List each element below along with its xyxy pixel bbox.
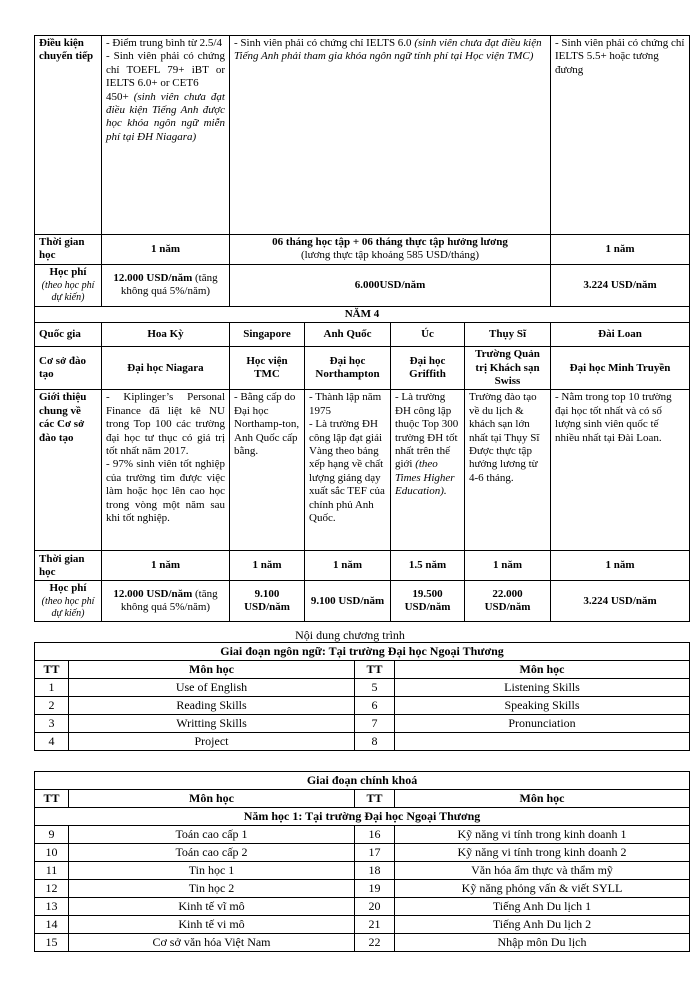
- transfer-condition-tmc-note: (sinh viên chưa đạt điều kiện Tiếng Anh phải tham gia khóa ngôn ngữ tính phí tại Học viện TMC): [234, 37, 542, 63]
- col-tt: TT: [35, 661, 69, 679]
- duration-cell: 1 năm: [230, 551, 305, 581]
- fee-note: (theo học phí dự kiến): [41, 595, 95, 620]
- subject-cell: Tiếng Anh Du lịch 1: [395, 898, 690, 916]
- table-row: [35, 697, 690, 715]
- tt-cell: 2: [35, 697, 69, 715]
- fee-note-top: (theo học phí dự kiến): [41, 279, 95, 304]
- country-cell: Hoa Kỳ: [102, 323, 230, 347]
- tt-cell: 15: [35, 934, 69, 952]
- tt-cell: 16: [355, 826, 395, 844]
- tt-cell: 7: [355, 715, 395, 733]
- fee-cell: 9.100 USD/năm: [230, 581, 305, 622]
- tt-cell: 13: [35, 898, 69, 916]
- duration-cell: 1 năm: [102, 551, 230, 581]
- country-cell: Thụy Sĩ: [465, 323, 551, 347]
- duration-niagara-top: 1 năm: [102, 235, 230, 265]
- subject-cell: Toán cao cấp 2: [69, 844, 355, 862]
- tt-cell: 22: [355, 934, 395, 952]
- table-row: [35, 862, 690, 880]
- subject-cell: Tin học 2: [69, 880, 355, 898]
- intro-tmc: - Bằng cấp do Đại học Northamp-ton, Anh Quốc cấp bằng.: [230, 390, 305, 551]
- subject-cell: [395, 733, 690, 751]
- duration-label: Thời gian học: [35, 551, 102, 581]
- fee-label: Học phí: [49, 582, 87, 595]
- subject-cell: Kinh tế vi mô: [69, 916, 355, 934]
- tt-cell: 19: [355, 880, 395, 898]
- subject-cell: Văn hóa ẩm thực và thẩm mỹ: [395, 862, 690, 880]
- institution-cell: Trường Quản trị Khách sạn Swiss: [465, 347, 551, 390]
- country-cell: Singapore: [230, 323, 305, 347]
- table-row: [35, 844, 690, 862]
- tt-cell: 21: [355, 916, 395, 934]
- fee-mid-top: 6.000USD/năm: [230, 264, 551, 306]
- institution-cell: Đại học Minh Truyền: [551, 347, 690, 390]
- main-stage-title: Giai đoạn chính khoá: [35, 772, 690, 790]
- fee-niagara-top: 12.000 USD/năm: [113, 271, 193, 284]
- transfer-condition-niagara: - Điểm trung bình từ 2.5/4 - Sinh viên phải có chứng chỉ TOEFL 79+ iBT or IELTS 6.0+ or CET6 450+: [106, 37, 225, 103]
- intro-taiwan: - Nằm trong top 10 trường đại học tốt nhất và có số lượng sinh viên quốc tế nhiều nhất tại Đài Loan.: [551, 390, 690, 551]
- fee-row-top: [35, 264, 690, 306]
- intro-label: Giới thiệu chung về các Cơ sở đào tạo: [35, 390, 102, 551]
- subject-cell: Writting Skills: [69, 715, 355, 733]
- subject-cell: Speaking Skills: [395, 697, 690, 715]
- duration-taiwan-top: 1 năm: [551, 235, 690, 265]
- intro-griffith-source: (theo Times Higher Education).: [395, 458, 455, 498]
- year4-title-row: [35, 306, 690, 322]
- program-heading: Nội dung chương trình: [295, 628, 405, 642]
- fee-niagara-note: (tăng không quá 5%/năm): [120, 587, 218, 614]
- duration-label-top: Thời gian học: [35, 235, 102, 265]
- subject-cell: Toán cao cấp 1: [69, 826, 355, 844]
- tt-cell: 6: [355, 697, 395, 715]
- institution-cell: Đại học Griffith: [391, 347, 465, 390]
- tt-cell: 8: [355, 733, 395, 751]
- col-tt: TT: [355, 790, 395, 808]
- institution-cell: Học viện TMC: [230, 347, 305, 390]
- fee-cell: 22.000 USD/năm: [465, 581, 551, 622]
- intro-niagara: - Kiplinger’s Personal Finance đã liệt kê NU trong Top 100 các trường đại học tư thục có giá trị tốt nhất năm 2017. - 97% sinh viên tốt nghiệp của trường tìm được việc làm hoặc học lên cao học trong vòng một năm sau khi tốt nghiệp.: [102, 390, 230, 551]
- subject-cell: Kinh tế vĩ mô: [69, 898, 355, 916]
- subject-cell: Listening Skills: [395, 679, 690, 697]
- intro-swiss: Trường đào tạo về du lịch & khách sạn lớn nhất tại Thụy Sĩ Được thực tập hưởng lương từ 4-6 tháng.: [465, 390, 551, 551]
- table-row: [35, 934, 690, 952]
- tt-cell: 1: [35, 679, 69, 697]
- tt-cell: 14: [35, 916, 69, 934]
- table-row: [35, 733, 690, 751]
- main-stage-table: [34, 771, 690, 952]
- transfer-condition-taiwan: - Sinh viên phải có chứng chỉ IELTS 5.5+ hoặc tương đương: [551, 36, 690, 235]
- subject-cell: Nhập môn Du lịch: [395, 934, 690, 952]
- duration-cell: 1 năm: [551, 551, 690, 581]
- subject-cell: Tin học 1: [69, 862, 355, 880]
- subject-cell: Kỹ năng vi tính trong kinh doanh 2: [395, 844, 690, 862]
- subject-cell: Pronunciation: [395, 715, 690, 733]
- country-cell: Úc: [391, 323, 465, 347]
- fee-cell: 19.500 USD/năm: [391, 581, 465, 622]
- tt-cell: 10: [35, 844, 69, 862]
- fee-row: [35, 581, 690, 622]
- subject-cell: Cơ sở văn hóa Việt Nam: [69, 934, 355, 952]
- fee-cell: 9.100 USD/năm: [305, 581, 391, 622]
- col-subject: Môn học: [69, 661, 355, 679]
- fee-label-top: Học phí: [49, 266, 87, 279]
- table-row: [35, 679, 690, 697]
- transfer-condition-niagara-note: (sinh viên chưa đạt điều kiện Tiếng Anh được học khóa ngôn ngữ miễn phí tại ĐH Niagara): [106, 90, 225, 143]
- table-row: [35, 715, 690, 733]
- tt-cell: 5: [355, 679, 395, 697]
- tt-cell: 4: [35, 733, 69, 751]
- col-tt: TT: [35, 790, 69, 808]
- language-stage-table: [34, 642, 690, 751]
- language-stage-title: Giai đoạn ngôn ngữ: Tại trường Đại học Ngoại Thương: [35, 643, 690, 661]
- duration-row-top: [35, 235, 690, 265]
- country-row: [35, 323, 690, 347]
- fee-niagara: 12.000 USD/năm: [113, 587, 193, 600]
- col-subject: Môn học: [395, 661, 690, 679]
- intro-northampton: - Thành lập năm 1975 - Là trường ĐH công lập đạt giải Vàng theo bảng xếp hạng về chất lượng giảng dạy xuất sắc TEF của chính phủ Anh Quốc.: [305, 390, 391, 551]
- institution-cell: Đại học Northampton: [305, 347, 391, 390]
- table-row: [35, 880, 690, 898]
- col-subject: Môn học: [395, 790, 690, 808]
- subject-cell: Kỹ năng phỏng vấn & viết SYLL: [395, 880, 690, 898]
- fee-niagara-top-note: (tăng không quá 5%/năm): [120, 271, 218, 298]
- subject-cell: Tiếng Anh Du lịch 2: [395, 916, 690, 934]
- intro-row: [35, 390, 690, 551]
- table-row: [35, 826, 690, 844]
- col-subject: Môn học: [69, 790, 355, 808]
- tt-cell: 18: [355, 862, 395, 880]
- year4-title: NĂM 4: [35, 306, 690, 322]
- intro-griffith: - Là trường ĐH công lập thuộc Top 300 trường ĐH tốt nhất trên thế giới: [395, 391, 459, 471]
- tt-cell: 3: [35, 715, 69, 733]
- tt-cell: 12: [35, 880, 69, 898]
- duration-cell: 1.5 năm: [391, 551, 465, 581]
- subject-cell: Kỹ năng vi tính trong kinh doanh 1: [395, 826, 690, 844]
- subject-cell: Reading Skills: [69, 697, 355, 715]
- tt-cell: 11: [35, 862, 69, 880]
- duration-cell: 1 năm: [305, 551, 391, 581]
- tt-cell: 9: [35, 826, 69, 844]
- fee-cell: 3.224 USD/năm: [551, 581, 690, 622]
- study-abroad-table: [34, 35, 690, 622]
- duration-cell: 1 năm: [465, 551, 551, 581]
- year1-title: Năm học 1: Tại trường Đại học Ngoại Thương: [35, 808, 690, 826]
- institution-cell: Đại học Niagara: [102, 347, 230, 390]
- subject-cell: Project: [69, 733, 355, 751]
- country-label: Quốc gia: [35, 323, 102, 347]
- table-row: [35, 916, 690, 934]
- transfer-condition-tmc: - Sinh viên phải có chứng chỉ IELTS 6.0: [234, 37, 415, 49]
- tt-cell: 20: [355, 898, 395, 916]
- table-row: [35, 898, 690, 916]
- tt-cell: 17: [355, 844, 395, 862]
- institution-label: Cơ sở đào tạo: [35, 347, 102, 390]
- fee-taiwan-top: 3.224 USD/năm: [551, 264, 690, 306]
- country-cell: Đài Loan: [551, 323, 690, 347]
- country-cell: Anh Quốc: [305, 323, 391, 347]
- col-tt: TT: [355, 661, 395, 679]
- duration-mid-note: (lương thực tập khoảng 585 USD/tháng): [300, 249, 480, 262]
- duration-row: [35, 551, 690, 581]
- institution-row: [35, 347, 690, 390]
- transfer-label: Điều kiện chuyển tiếp: [35, 36, 102, 235]
- duration-mid-bold: 06 tháng học tập + 06 tháng thực tập hưởng lương: [272, 236, 508, 248]
- subject-cell: Use of English: [69, 679, 355, 697]
- transfer-conditions-row: [35, 36, 690, 235]
